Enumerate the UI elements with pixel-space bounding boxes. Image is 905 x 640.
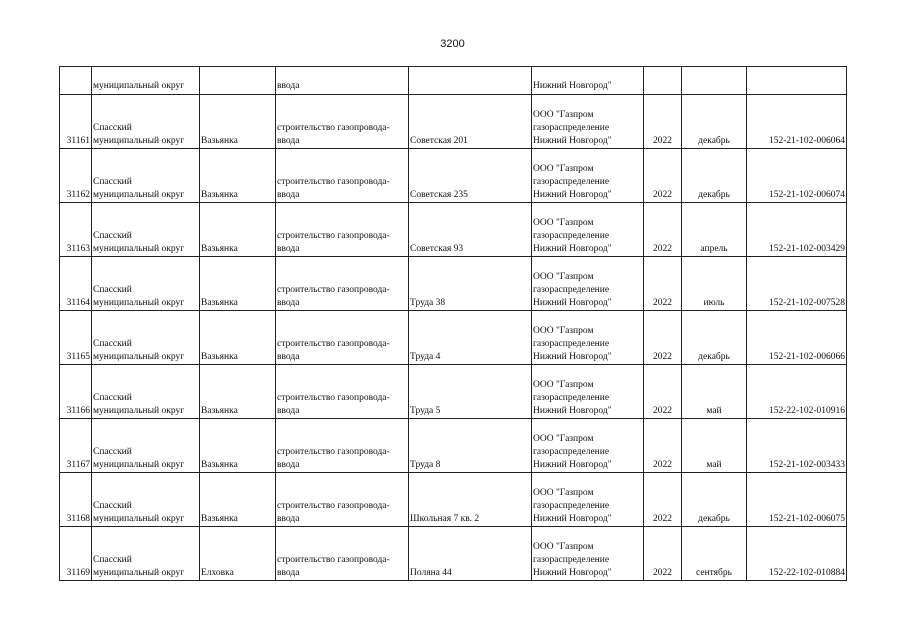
cell-address: Труда 38: [409, 257, 532, 311]
table-row: [60, 365, 847, 419]
cell-code: 152-21-102-003429: [747, 203, 847, 257]
cell-address: Советская 235: [409, 149, 532, 203]
table-row: [60, 527, 847, 581]
cell-work-type: [276, 419, 409, 473]
cell-number: 31163: [60, 203, 92, 257]
district-line-1: Спасский: [93, 285, 132, 295]
cell-organization: [532, 257, 644, 311]
cell-district: [92, 95, 200, 149]
org-line-2: газораспределение: [533, 231, 610, 241]
work-line-1: строительство газопровода-: [277, 393, 390, 403]
work-line-1: строительство газопровода-: [277, 285, 390, 295]
cell-village: Вазьянка: [200, 473, 276, 527]
cell-address: Советская 93: [409, 203, 532, 257]
cell-district: [92, 419, 200, 473]
district-line-2: муниципальный округ: [93, 298, 185, 308]
cell-month: декабрь: [682, 473, 747, 527]
org-line-3: Нижний Новгород": [533, 568, 612, 578]
cell-month: апрель: [682, 203, 747, 257]
cell-number: 31161: [60, 95, 92, 149]
table-row: [60, 203, 847, 257]
cell-village: Вазьянка: [200, 257, 276, 311]
org-line-3: Нижний Новгород": [533, 460, 612, 470]
cell-year: [644, 67, 682, 95]
table-row: [60, 257, 847, 311]
cell-village: Вазьянка: [200, 365, 276, 419]
cell-village: Вазьянка: [200, 419, 276, 473]
cell-address: Труда 4: [409, 311, 532, 365]
cell-organization: [532, 473, 644, 527]
cell-year: 2022: [644, 527, 682, 581]
district-line-1: Спасский: [93, 393, 132, 403]
work-line-2: ввода: [277, 136, 300, 146]
work-line-2: ввода: [277, 406, 300, 416]
cell-organization: [532, 203, 644, 257]
cell-code: 152-21-102-003433: [747, 419, 847, 473]
cell-address: Труда 5: [409, 365, 532, 419]
cell-number: 31165: [60, 311, 92, 365]
cell-year: 2022: [644, 473, 682, 527]
table-row: [60, 95, 847, 149]
work-line-2: ввода: [277, 460, 300, 470]
cell-village: [200, 67, 276, 95]
cell-organization: [532, 311, 644, 365]
cell-month: май: [682, 365, 747, 419]
cell-number: 31166: [60, 365, 92, 419]
work-line-1: строительство газопровода-: [277, 501, 390, 511]
org-line-2: газораспределение: [533, 285, 610, 295]
cell-address: [409, 67, 532, 95]
cell-month: сентябрь: [682, 527, 747, 581]
cell-address: Труда 8: [409, 419, 532, 473]
cell-code: 152-21-102-006074: [747, 149, 847, 203]
cell-district: [92, 203, 200, 257]
district-line-2: муниципальный округ: [93, 190, 185, 200]
cell-year: 2022: [644, 419, 682, 473]
cell-organization: [532, 95, 644, 149]
district-line-2: муниципальный округ: [93, 406, 185, 416]
district-line-2: муниципальный округ: [93, 244, 185, 254]
org-line-2: газораспределение: [533, 177, 610, 187]
district-line-1: Спасский: [93, 123, 132, 133]
cell-code: [747, 67, 847, 95]
table-row-continued: [60, 67, 847, 95]
cell-month: декабрь: [682, 149, 747, 203]
cell-number: 31162: [60, 149, 92, 203]
cell-organization: [532, 419, 644, 473]
work-line-1: строительство газопровода-: [277, 231, 390, 241]
cell-address: Поляна 44: [409, 527, 532, 581]
org-line-2: газораспределение: [533, 339, 610, 349]
cell-work-type: ввода: [276, 67, 409, 95]
org-line-1: ООО "Газпром: [533, 218, 594, 228]
work-line-2: ввода: [277, 298, 300, 308]
cell-organization: [532, 527, 644, 581]
cell-code: 152-21-102-007528: [747, 257, 847, 311]
district-line-2: муниципальный округ: [93, 352, 185, 362]
work-line-1: строительство газопровода-: [277, 123, 390, 133]
work-line-2: ввода: [277, 514, 300, 524]
org-line-1: ООО "Газпром: [533, 542, 594, 552]
work-line-1: строительство газопровода-: [277, 555, 390, 565]
work-line-2: ввода: [277, 568, 300, 578]
org-line-2: газораспределение: [533, 393, 610, 403]
table-row: [60, 419, 847, 473]
cell-code: 152-21-102-006075: [747, 473, 847, 527]
cell-district: [92, 527, 200, 581]
cell-district: [92, 311, 200, 365]
district-line-1: Спасский: [93, 231, 132, 241]
cell-village: Елховка: [200, 527, 276, 581]
cell-month: [682, 67, 747, 95]
cell-village: Вазьянка: [200, 311, 276, 365]
cell-month: июль: [682, 257, 747, 311]
cell-work-type: [276, 203, 409, 257]
district-line-2: муниципальный округ: [93, 568, 185, 578]
org-line-3: Нижний Новгород": [533, 352, 612, 362]
cell-number: 31167: [60, 419, 92, 473]
org-line-1: ООО "Газпром: [533, 164, 594, 174]
cell-village: Вазьянка: [200, 203, 276, 257]
work-line-2: ввода: [277, 352, 300, 362]
cell-month: май: [682, 419, 747, 473]
cell-work-type: [276, 257, 409, 311]
cell-number: 31169: [60, 527, 92, 581]
work-line-1: строительство газопровода-: [277, 177, 390, 187]
table-row: [60, 311, 847, 365]
cell-year: 2022: [644, 149, 682, 203]
cell-year: 2022: [644, 365, 682, 419]
cell-organization: [532, 365, 644, 419]
cell-year: 2022: [644, 203, 682, 257]
cell-district: [92, 257, 200, 311]
page-number: 3200: [440, 38, 465, 50]
cell-district: муниципальный округ: [92, 67, 200, 95]
org-line-3: Нижний Новгород": [533, 244, 612, 254]
cell-district: [92, 473, 200, 527]
org-line-2: газораспределение: [533, 555, 610, 565]
org-line-1: ООО "Газпром: [533, 488, 594, 498]
cell-work-type: [276, 149, 409, 203]
district-line-1: Спасский: [93, 447, 132, 457]
district-line-1: Спасский: [93, 555, 132, 565]
org-line-3: Нижний Новгород": [533, 136, 612, 146]
org-line-3: Нижний Новгород": [533, 298, 612, 308]
cell-work-type: [276, 473, 409, 527]
cell-code: 152-21-102-006064: [747, 95, 847, 149]
district-line-1: Спасский: [93, 339, 132, 349]
cell-address: Школьная 7 кв. 2: [409, 473, 532, 527]
cell-year: 2022: [644, 95, 682, 149]
cell-number: [60, 67, 92, 95]
cell-number: 31164: [60, 257, 92, 311]
district-line-1: Спасский: [93, 177, 132, 187]
cell-year: 2022: [644, 257, 682, 311]
cell-year: 2022: [644, 311, 682, 365]
cell-district: [92, 365, 200, 419]
org-line-2: газораспределение: [533, 501, 610, 511]
district-line-2: муниципальный округ: [93, 136, 185, 146]
cell-work-type: [276, 311, 409, 365]
cell-organization: [532, 149, 644, 203]
cell-code: 152-22-102-010884: [747, 527, 847, 581]
org-line-1: ООО "Газпром: [533, 380, 594, 390]
work-line-1: строительство газопровода-: [277, 447, 390, 457]
cell-address: Советская 201: [409, 95, 532, 149]
org-line-3: Нижний Новгород": [533, 514, 612, 524]
district-line-1: Спасский: [93, 501, 132, 511]
work-line-1: строительство газопровода-: [277, 339, 390, 349]
district-line-2: муниципальный округ: [93, 514, 185, 524]
org-line-3: Нижний Новгород": [533, 190, 612, 200]
cell-organization: Нижний Новгород": [532, 67, 644, 95]
cell-work-type: [276, 95, 409, 149]
gasification-register-table: [59, 66, 847, 581]
cell-work-type: [276, 527, 409, 581]
cell-district: [92, 149, 200, 203]
cell-code: 152-22-102-010916: [747, 365, 847, 419]
org-line-3: Нижний Новгород": [533, 406, 612, 416]
cell-village: Вазьянка: [200, 149, 276, 203]
cell-month: декабрь: [682, 311, 747, 365]
work-line-2: ввода: [277, 190, 300, 200]
cell-village: Вазьянка: [200, 95, 276, 149]
table-row: [60, 473, 847, 527]
org-line-2: газораспределение: [533, 123, 610, 133]
cell-work-type: [276, 365, 409, 419]
org-line-2: газораспределение: [533, 447, 610, 457]
org-line-1: ООО "Газпром: [533, 272, 594, 282]
cell-code: 152-21-102-006066: [747, 311, 847, 365]
org-line-1: ООО "Газпром: [533, 434, 594, 444]
org-line-1: ООО "Газпром: [533, 326, 594, 336]
table-row: [60, 149, 847, 203]
district-line-2: муниципальный округ: [93, 460, 185, 470]
work-line-2: ввода: [277, 244, 300, 254]
cell-month: декабрь: [682, 95, 747, 149]
cell-number: 31168: [60, 473, 92, 527]
org-line-1: ООО "Газпром: [533, 110, 594, 120]
